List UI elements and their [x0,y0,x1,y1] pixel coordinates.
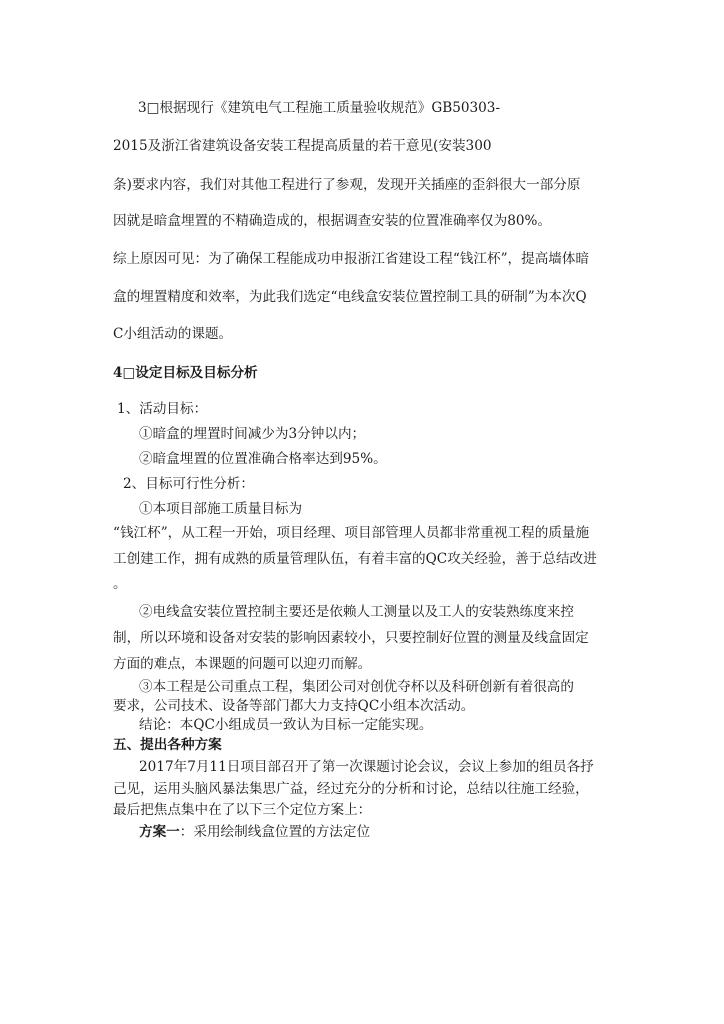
conclusion: 结论：本QC小组成员一致认为目标一定能实现。 [139,717,433,733]
para2-line3: C小组活动的课题。 [113,326,233,342]
para2-line2: 盒的埋置精度和效率，为此我们选定“电线盒安装位置控制工具的研制”为本次Q [113,289,587,305]
plan-one [139,822,370,842]
para2-line1: 综上原因可见：为了确保工程能成功申报浙江省建设工程“钱江杯”，提高墙体暗 [113,251,590,267]
activity-target-2: ②暗盒埋置的位置准确合格率达到95%。 [139,451,387,467]
para5-line1: 2017年7月11日项目部召开了第一次课题讨论会议，会议上参加的组员各抒 [139,759,594,775]
feasibility-1-line4: 。 [113,576,127,592]
section-heading-4: 4□设定目标及目标分析 [113,365,258,381]
para1-line1: 3□根据现行《建筑电气工程施工质量验收规范》GB50303- [138,100,501,116]
para1-line4: 因就是暗盒埋置的不精确造成的，根据调查安装的位置准确率仅为80%。 [113,213,552,229]
activity-target-1: ①暗盒的埋置时间减少为3分钟以内； [139,426,366,442]
feasibility-1-line1: ①本项目部施工质量目标为 [139,501,303,517]
plan-one-label: 方案一 [139,824,180,840]
feasibility-3-line2: 要求，公司技术、设备等部门都大力支持QC小组本次活动。 [113,698,475,714]
plan-one-text: ：采用绘制线盒位置的方法定位 [179,824,371,840]
feasibility-1-line2: “钱江杯”，从工程一开始，项目经理、项目部管理人员都非常重视工程的质量施 [113,525,590,541]
feasibility-2-line3: 方面的难点，本课题的问题可以迎刃而解。 [113,656,372,672]
para1-line3: 条)要求内容，我们对其他工程进行了参观，发现开关插座的歪斜很大一部分原 [113,177,581,193]
para5-line2: 己见，运用头脑风暴法集思广益，经过充分的分析和讨论，总结以往施工经验， [113,781,589,797]
feasibility-3-line1: ③本工程是公司重点工程，集团公司对创优夺杯以及科研创新有着很高的 [139,679,574,695]
feasibility-1-line3: 工创建工作，拥有成熟的质量管理队伍，有着丰富的QC攻关经验，善于总结改进 [113,551,597,567]
feasibility-title: 2、目标可行性分析： [123,476,254,492]
para1-line2: 2015及浙江省建筑设备安装工程提高质量的若干意见(安装300 [113,138,492,154]
feasibility-2-line1: ②电线盒安装位置控制主要还是依赖人工测量以及工人的安装熟练度来控 [139,604,574,620]
para5-line3: 最后把焦点集中在了以下三个定位方案上： [113,802,372,818]
feasibility-2-line2: 制，所以环境和设备对安装的影响因素较小，只要控制好位置的测量及线盒固定 [113,630,589,646]
section-heading-5: 五、提出各种方案 [113,737,222,753]
activity-target-title: 1、活动目标： [117,401,208,417]
